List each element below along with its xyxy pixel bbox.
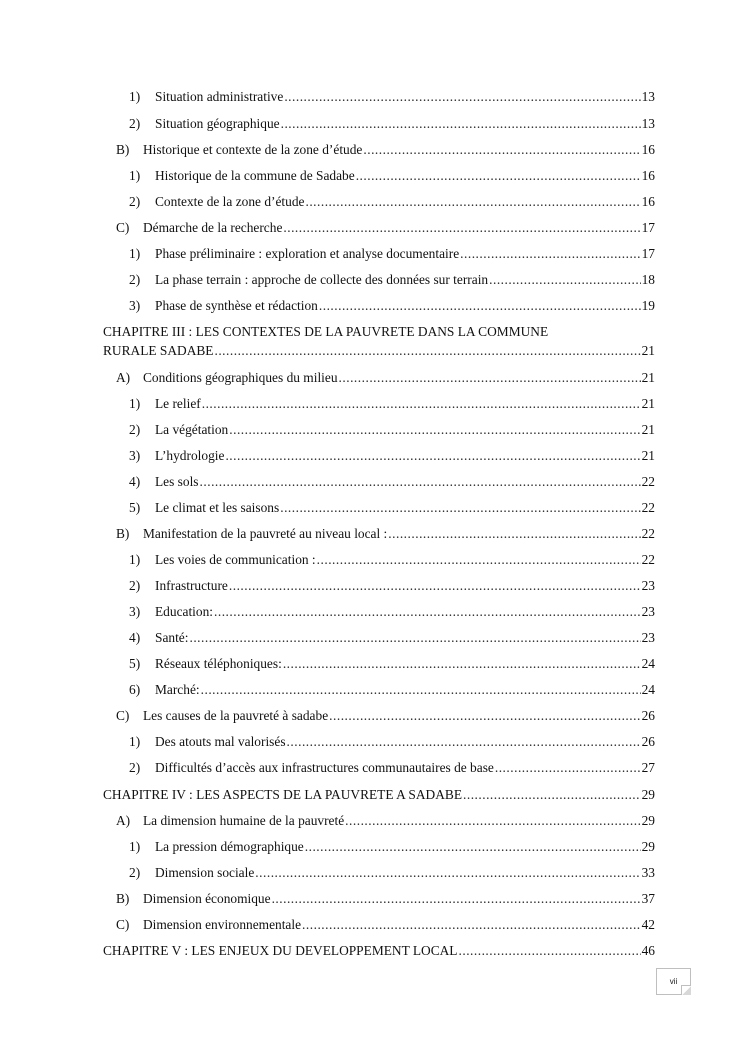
toc-leader [305, 194, 640, 210]
toc-number: 2) [129, 116, 141, 131]
toc-leader [305, 839, 641, 855]
toc-entry [129, 552, 655, 568]
toc-label: Historique de la commune de Sadabe [155, 168, 355, 183]
toc-page: 29 [641, 839, 655, 854]
toc-leader [319, 298, 641, 314]
toc-entry [116, 370, 655, 386]
toc-entry [103, 943, 655, 959]
toc-entry [129, 500, 655, 516]
toc-leader [489, 272, 640, 288]
toc-label: Difficultés d’accès aux infrastructures communautaires de base [155, 760, 494, 775]
toc-number: 1) [129, 839, 141, 854]
toc-page: 46 [641, 943, 655, 958]
toc-entry [129, 682, 655, 698]
toc-page: 18 [641, 272, 655, 287]
toc-number: C) [116, 708, 130, 723]
toc-page: 17 [641, 220, 655, 235]
toc-leader [283, 656, 641, 672]
toc-number: 2) [129, 578, 141, 593]
page-number: vii [669, 977, 678, 986]
toc-leader [388, 526, 640, 542]
toc-label: Situation administrative [155, 89, 284, 104]
toc-entry [129, 734, 655, 750]
toc-page: 26 [641, 708, 655, 723]
toc-page: 16 [641, 194, 655, 209]
toc-page: 23 [641, 630, 655, 645]
toc-entry [129, 168, 655, 184]
toc-page: 26 [641, 734, 655, 749]
toc-page: 21 [641, 422, 655, 437]
toc-page: 37 [641, 891, 655, 906]
toc-label: La phase terrain : approche de collecte des données sur terrain [155, 272, 489, 287]
toc-number: 3) [129, 448, 141, 463]
toc-leader [345, 813, 640, 829]
toc-label: CHAPITRE IV : LES ASPECTS DE LA PAUVRETE A SADABE [103, 787, 462, 802]
toc-number: A) [116, 370, 131, 385]
toc-entry [116, 526, 655, 542]
toc-entry [129, 194, 655, 210]
toc-label: CHAPITRE V : LES ENJEUX DU DEVELOPPEMENT LOCAL [103, 943, 458, 958]
toc-entry [129, 474, 655, 490]
toc-entry [129, 604, 655, 620]
toc-page: 42 [641, 917, 655, 932]
toc-number: B) [116, 891, 130, 906]
toc-label: Situation géographique [155, 116, 280, 131]
toc-number: C) [116, 220, 130, 235]
toc-page: 23 [641, 578, 655, 593]
toc-entry [129, 865, 655, 881]
toc-label: Les voies de communication : [155, 552, 316, 567]
toc-leader [463, 787, 641, 803]
toc-label: Marché: [155, 682, 200, 697]
toc-entry [116, 917, 655, 933]
toc-leader [229, 578, 641, 594]
toc-label: Phase de synthèse et rédaction [155, 298, 318, 313]
toc-leader [201, 682, 641, 698]
toc-leader [283, 220, 640, 236]
toc-number: 3) [129, 298, 141, 313]
toc-entry [129, 272, 655, 288]
toc-number: 1) [129, 734, 141, 749]
toc-entry [129, 839, 655, 855]
toc-number: 2) [129, 422, 141, 437]
toc-label: Contexte de la zone d’étude [155, 194, 305, 209]
toc-page: 21 [641, 370, 655, 385]
toc-number: 1) [129, 89, 141, 104]
toc-leader [229, 422, 640, 438]
toc-label: Dimension sociale [155, 865, 255, 880]
toc-entry [103, 343, 655, 359]
toc-label: Dimension économique [143, 891, 271, 906]
toc-leader [363, 142, 640, 158]
toc-number: C) [116, 917, 130, 932]
toc-leader [329, 708, 640, 724]
toc-page: 22 [641, 500, 655, 515]
toc-label: Manifestation de la pauvreté au niveau local : [143, 526, 388, 541]
folded-corner-icon [681, 985, 691, 995]
toc-number: A) [116, 813, 131, 828]
toc-entry [129, 396, 655, 412]
toc-label: Conditions géographiques du milieu [143, 370, 338, 385]
toc-page: 29 [641, 787, 655, 802]
toc-number: 6) [129, 682, 141, 697]
toc-entry [129, 298, 655, 314]
toc-label: Historique et contexte de la zone d’étude [143, 142, 363, 157]
toc-leader [255, 865, 640, 881]
toc-leader [287, 734, 641, 750]
toc-number: B) [116, 142, 130, 157]
page-number-box [656, 968, 691, 995]
toc-page: 17 [641, 246, 655, 261]
toc-number: 2) [129, 760, 141, 775]
toc-page: 33 [641, 865, 655, 880]
toc-leader [200, 474, 641, 490]
toc-label: L’hydrologie [155, 448, 225, 463]
toc-entry [129, 116, 655, 132]
toc-entry [116, 708, 655, 724]
toc-entry [129, 422, 655, 438]
toc-page: 22 [641, 552, 655, 567]
toc-number: 1) [129, 552, 141, 567]
toc-leader [317, 552, 641, 568]
toc-leader [189, 630, 640, 646]
toc-leader [280, 500, 640, 516]
toc-leader [459, 943, 641, 959]
toc-page: 21 [641, 343, 655, 358]
toc-number: 5) [129, 656, 141, 671]
toc-label: Education: [155, 604, 214, 619]
toc-leader [272, 891, 641, 907]
toc-label: Santé: [155, 630, 189, 645]
toc-entry [129, 578, 655, 594]
toc-number: 4) [129, 474, 141, 489]
toc-chapter-heading-line1: CHAPITRE III : LES CONTEXTES DE LA PAUVRETE DANS LA COMMUNE [103, 324, 549, 339]
toc-leader [302, 917, 641, 933]
toc-page: 22 [641, 474, 655, 489]
toc-leader [339, 370, 641, 386]
toc-label: Les sols [155, 474, 199, 489]
toc-page: 29 [641, 813, 655, 828]
toc-page: 23 [641, 604, 655, 619]
toc-entry [103, 787, 655, 803]
toc-label: Des atouts mal valorisés [155, 734, 286, 749]
toc-page: 21 [641, 396, 655, 411]
toc-entry [129, 760, 655, 776]
toc-leader [281, 116, 641, 132]
toc-number: 4) [129, 630, 141, 645]
toc-label: Démarche de la recherche [143, 220, 283, 235]
toc-number: 1) [129, 396, 141, 411]
toc-page: 13 [641, 89, 655, 104]
toc-number: 3) [129, 604, 141, 619]
toc-page: 22 [641, 526, 655, 541]
toc-number: 2) [129, 194, 141, 209]
toc-entry [129, 630, 655, 646]
toc-entry [116, 220, 655, 236]
toc-leader [495, 760, 641, 776]
toc-label: La végétation [155, 422, 229, 437]
toc-number: 5) [129, 500, 141, 515]
toc-entry [116, 813, 655, 829]
toc-label: Les causes de la pauvreté à sadabe [143, 708, 329, 723]
toc-label: La pression démographique [155, 839, 304, 854]
toc-label: Le climat et les saisons [155, 500, 280, 515]
toc-page: 16 [641, 142, 655, 157]
toc-number: 1) [129, 168, 141, 183]
toc-page: 27 [641, 760, 655, 775]
toc-number: B) [116, 526, 130, 541]
toc-label: Réseaux téléphoniques: [155, 656, 282, 671]
toc-entry [129, 656, 655, 672]
toc-label: RURALE SADABE [103, 343, 214, 358]
toc-label: La dimension humaine de la pauvreté [143, 813, 345, 828]
toc-label: Phase préliminaire : exploration et analyse documentaire [155, 246, 460, 261]
toc-entry [129, 89, 655, 105]
toc-leader [225, 448, 640, 464]
toc-leader [356, 168, 641, 184]
toc-leader [214, 343, 640, 359]
toc-label: Infrastructure [155, 578, 228, 593]
toc-page: 19 [641, 298, 655, 313]
toc-leader [202, 396, 641, 412]
toc-number: 2) [129, 865, 141, 880]
toc-number: 2) [129, 272, 141, 287]
toc-page: 21 [641, 448, 655, 463]
toc-leader [460, 246, 640, 262]
toc-leader [214, 604, 641, 620]
toc-entry [116, 142, 655, 158]
toc-page: 24 [641, 656, 655, 671]
toc-entry [116, 891, 655, 907]
toc-leader [284, 89, 640, 105]
toc-page: 13 [641, 116, 655, 131]
toc-label: Le relief [155, 396, 201, 411]
toc-number: 1) [129, 246, 141, 261]
toc-entry [129, 246, 655, 262]
toc-page: 16 [641, 168, 655, 183]
toc-page: 24 [641, 682, 655, 697]
toc-label: Dimension environnementale [143, 917, 302, 932]
toc-entry [129, 448, 655, 464]
